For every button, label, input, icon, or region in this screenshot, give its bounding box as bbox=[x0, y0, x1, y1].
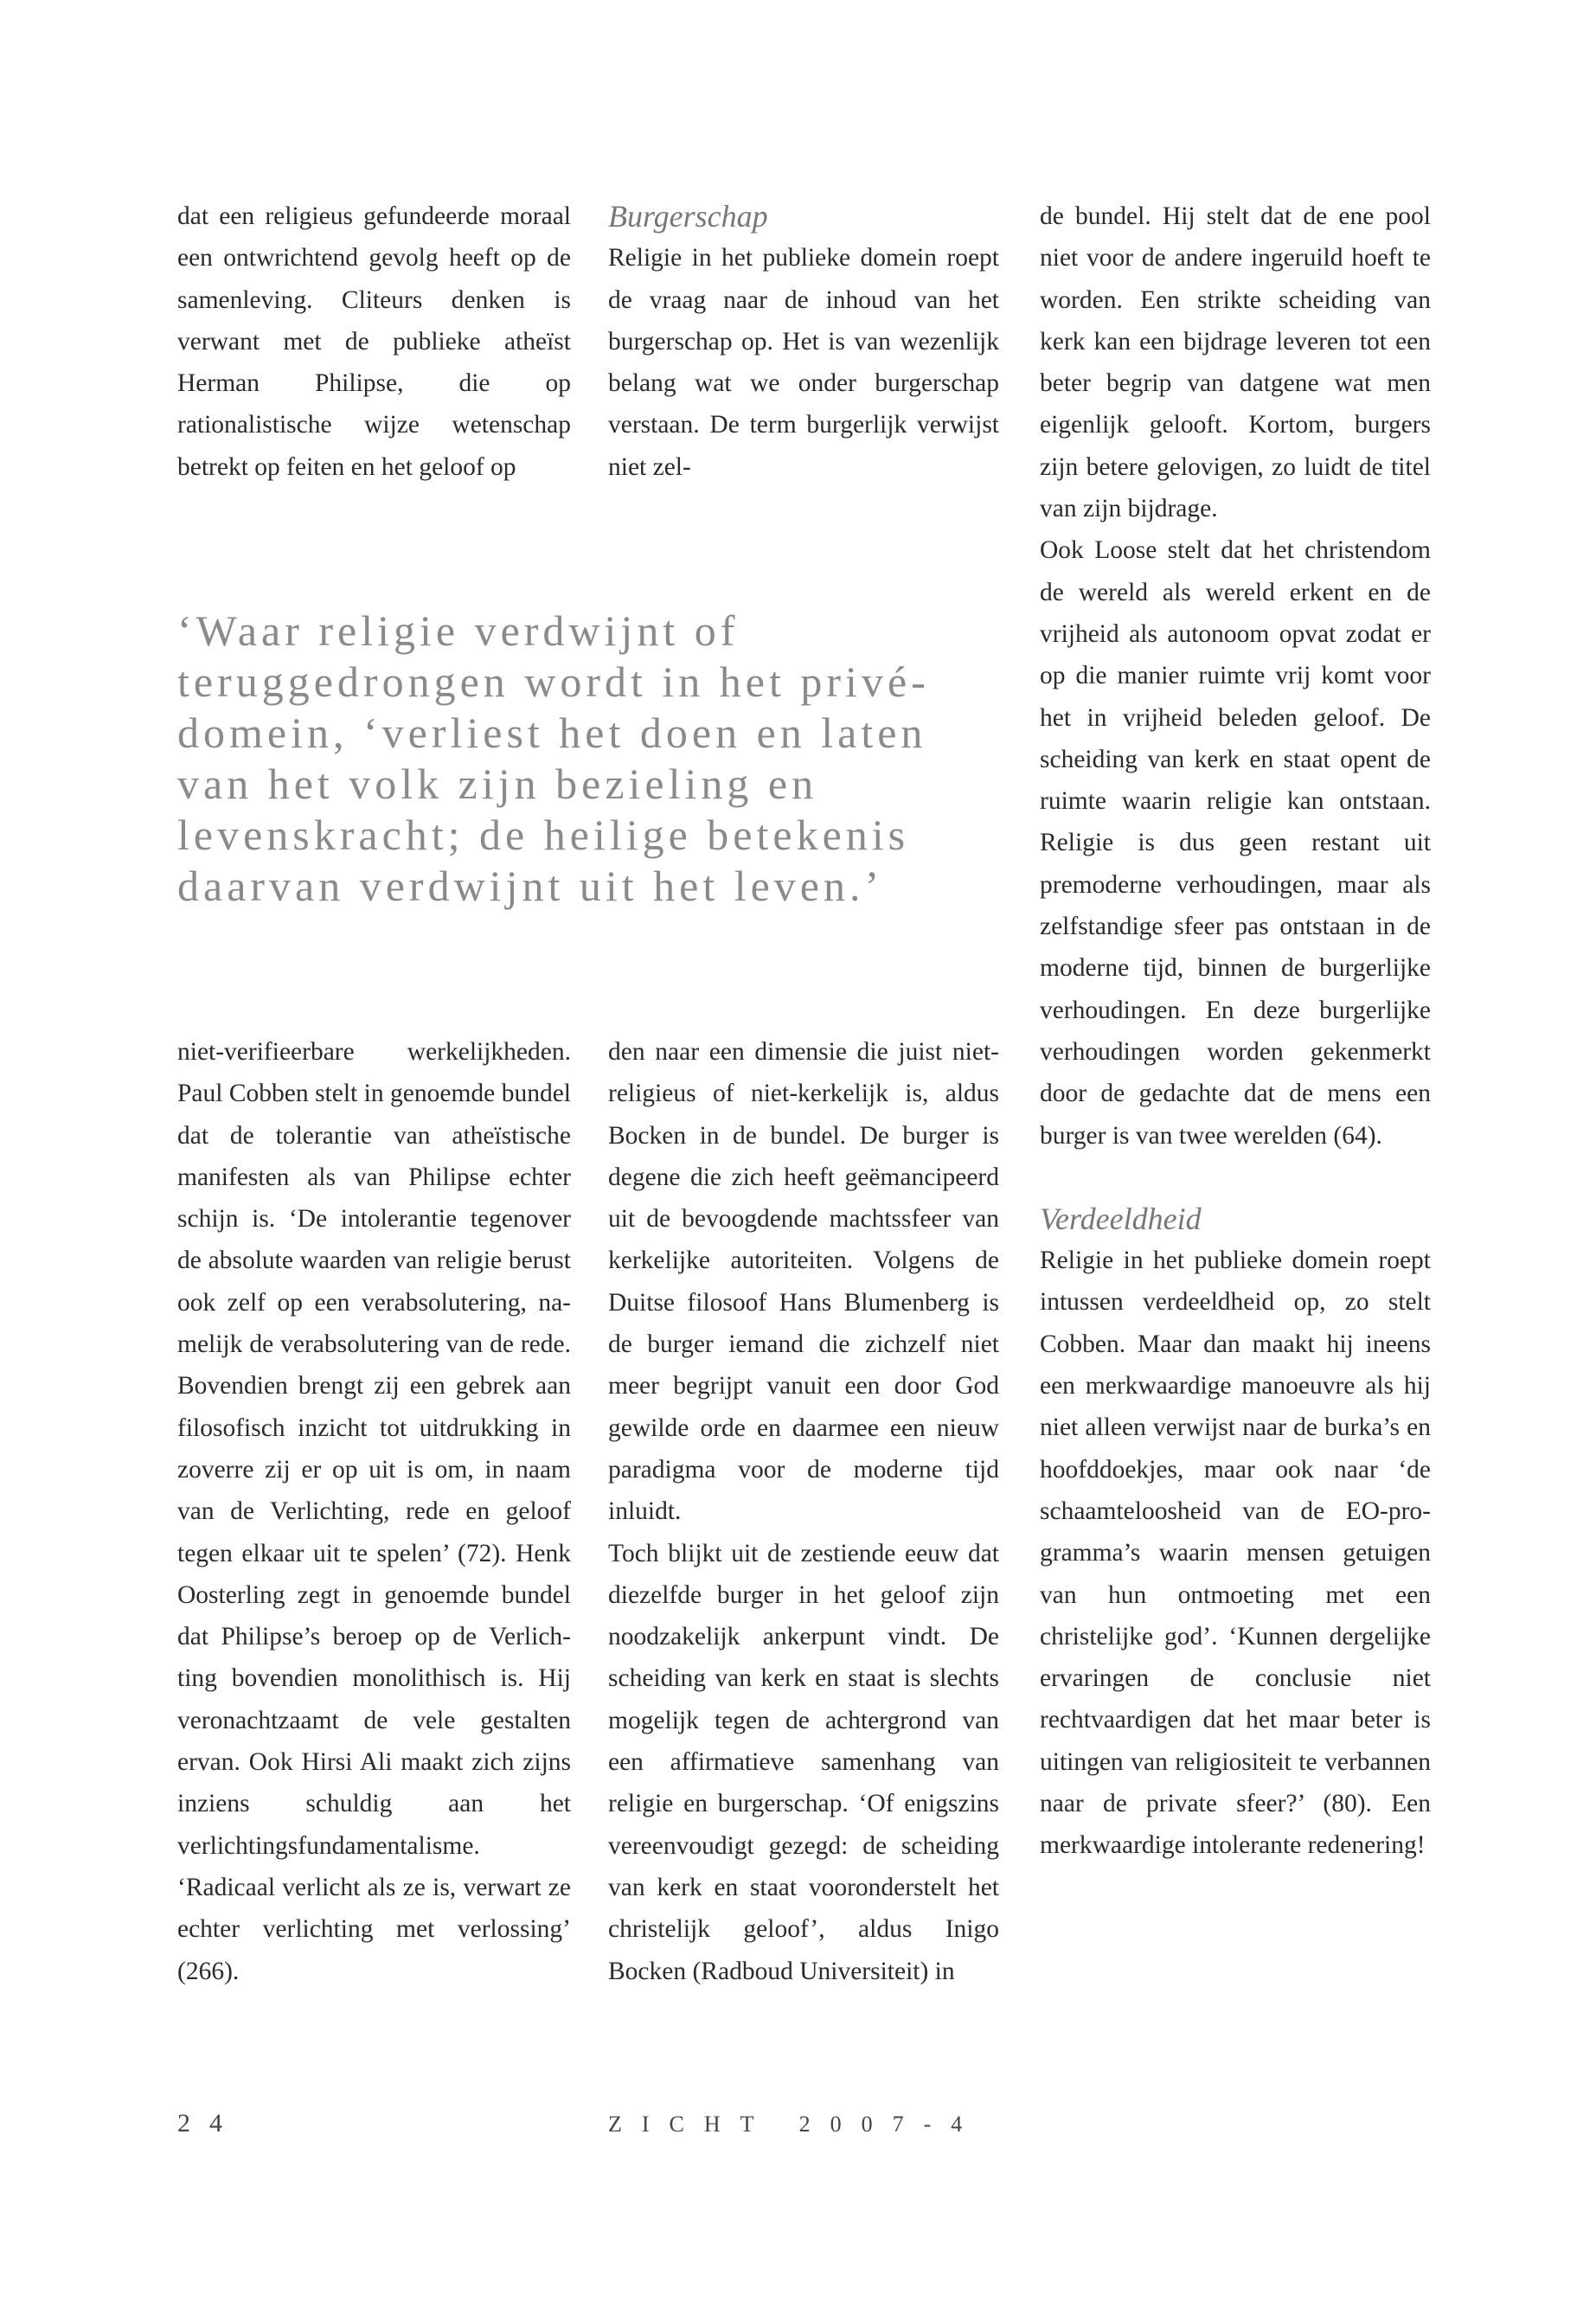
body-text: niet-verifieerbare werkelijkheden. Paul Cobben stelt in genoemde bundel dat de tolerantie van atheïstische manifesten als van Philipse echter schijn is. ‘De intolerantie tegenover de absolute waarden van religie berust ook zelf op een verabsolutering, namelijk de verabsolutering van de rede. Bovendien brengt zij een gebrek aan filosofisch inzicht tot uitdrukking in zoverre zij er op uit is om, in naam van de Verlichting, rede en geloof tegen elkaar uit te spelen’ (72). Henk Oosterling zegt in genoemde bundel dat Philipse’s beroep op de Verlichting bovendien monolithisch is. Hij veronachtzaamt de vele gestalten ervan. Ook Hirsi Ali maakt zich zijns inziens schuldig aan het verlichtingsfundamentalisme. ‘Radicaal verlicht als ze is, verwart ze echter verlichting met verlossing’ (266). bbox=[177, 1038, 571, 1985]
paragraph-gap bbox=[1040, 1157, 1431, 1198]
section-heading-burgerschap: Burgerschap bbox=[608, 199, 768, 234]
column-2-bottom bbox=[608, 1031, 999, 1992]
body-text: Toch blijkt uit de zestiende eeuw dat diezelfde burger in het geloof zijn noodzakelijk ankerpunt vindt. De scheiding van kerk en staat is slechts mogelijk tegen de achtergrond van een affirmatieve samenhang van religie en burgerschap. ‘Of enigszins vereenvoudigt gezegd: de scheiding van kerk en staat vooronderstelt het christelijk geloof’, aldus Inigo Bocken (Radboud Universiteit) in bbox=[608, 1539, 999, 1985]
body-text: de bundel. Hij stelt dat de ene pool niet voor de andere ingeruild hoeft te worden. Een strikte scheiding van kerk kan een bijdrage leveren tot een beter begrip van datgene wat men eigenlijk gelooft. Kortom, burgers zijn betere gelovigen, zo luidt de titel van zijn bijdrage. bbox=[1040, 202, 1431, 523]
column-2-top bbox=[608, 195, 999, 488]
column-1-bottom bbox=[177, 1031, 571, 1992]
column-1-top bbox=[177, 195, 571, 488]
section-heading-verdeeldheid: Verdeeldheid bbox=[1040, 1201, 1202, 1236]
body-text: Religie in het publieke domein roept intussen verdeeldheid op, zo stelt Cobben. Maar dan maakt hij ineens een merkwaardige manoeuvre als hij niet alleen verwijst naar de burka’s en hoofddoekjes, maar ook naar ‘de schaamteloosheid van de EO-programma’s waarin mensen getuigen van hun ontmoeting met een christelijke god’. ‘Kunnen dergelijke ervaringen de conclusie niet rechtvaardigen dat het maar beter is uitingen van religiositeit te verbannen naar de private sfeer?’ (80). Een merkwaardige intolerante redenering! bbox=[1040, 1247, 1431, 1860]
body-text: Ook Loose stelt dat het christendom de wereld als wereld erkent en de vrijheid als autonoom opvat zodat er op die manier ruimte vrij komt voor het in vrijheid beleden geloof. De scheiding van kerk en staat opent de ruimte waarin religie kan ontstaan. Religie is dus geen restant uit premoderne verhoudingen, maar als zelfstandige sfeer pas ontstaan in de moderne tijd, binnen de burgerlijke verhoudingen. En deze burgerlijke verhoudingen worden gekenmerkt door de gedachte dat de mens een burger is van twee werelden (64). bbox=[1040, 536, 1431, 1150]
body-text: den naar een dimensie die juist niet-religieus of niet-kerkelijk is, aldus Bocken in de bundel. De burger is degene die zich heeft geëmancipeerd uit de bevoogdende machtssfeer van kerkelijke autoriteiten. Volgens de Duitse filosoof Hans Blumenberg is de burger iemand die zichzelf niet meer begrijpt vanuit een door God gewilde orde en daarmee een nieuw paradigma voor de moderne tijd inluidt. bbox=[608, 1038, 999, 1526]
pull-quote: ‘Waar religie verdwijnt of teruggedrongen wordt in het privé-domein, ‘verliest het doen en laten van het volk zijn bezieling en levenskracht; de heilige betekenis daarvan verdwijnt uit het leven.’ bbox=[177, 606, 930, 910]
column-3 bbox=[1040, 195, 1431, 1867]
publication-footer: ZICHT 2007-4 bbox=[608, 2112, 983, 2137]
body-text: dat een religieus gefundeerde moraal een ontwrichtend gevolg heeft op de samenleving. Cliteurs denken is verwant met de publieke atheïst Herman Philipse, die op rationalistische wijze wetenschap betrekt op feiten en het geloof op bbox=[177, 202, 571, 481]
body-text: Religie in het publieke domein roept de vraag naar de inhoud van het burgerschap op. Het is van wezenlijk belang wat we onder burgerschap verstaan. De term burgerlijk verwijst niet zel- bbox=[608, 244, 999, 481]
page-number: 24 bbox=[177, 2109, 241, 2138]
